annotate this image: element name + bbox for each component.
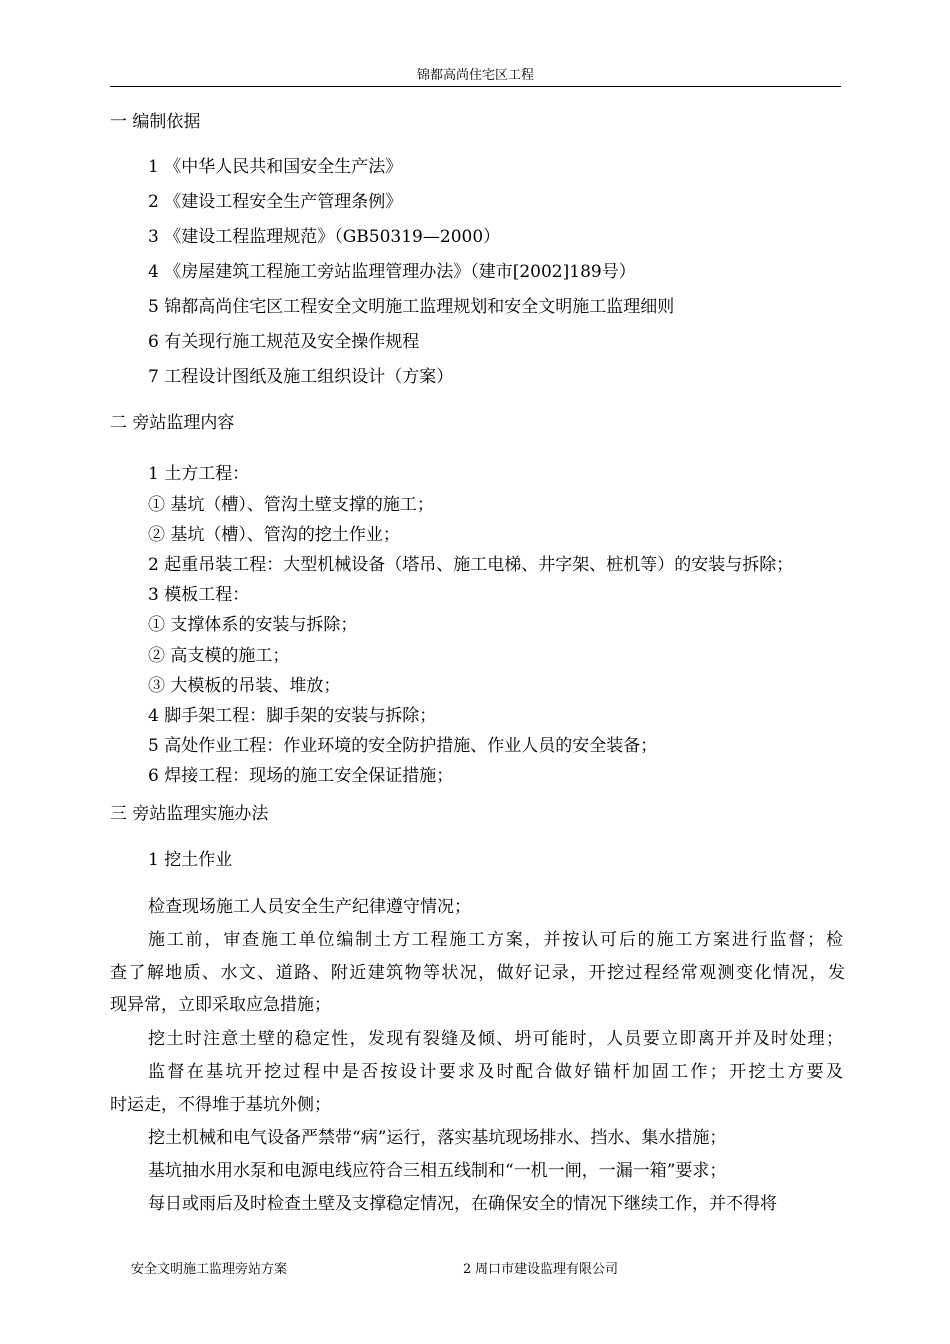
footer-document-title: 安全文明施工监理旁站方案 (131, 1262, 288, 1277)
paragraph-line: 时运走，不得堆于基坑外侧； (110, 1095, 331, 1115)
content-subitem: ② 高支模的施工； (148, 646, 290, 666)
subsection-heading: 1 挖土作业 (148, 850, 233, 870)
paragraph-line: 监督在基坑开挖过程中是否按设计要求及时配合做好锚杆加固工作；开挖土方要及 (148, 1062, 843, 1082)
paragraph-line: 现异常，立即采取应急措施； (110, 995, 331, 1015)
content-subitem: ② 基坑（槽）、管沟的挖土作业； (148, 525, 400, 545)
basis-item-2: 2 《建设工程安全生产管理条例》 (148, 192, 403, 212)
content-item: 6 焊接工程：现场的施工安全保证措施； (148, 766, 454, 786)
running-header: 锦都高尚住宅区工程 (416, 68, 534, 83)
paragraph-line: 挖土时注意土壁的稳定性，发现有裂缝及倾、坍可能时，人员要立即离开并及时处理； (148, 1029, 843, 1049)
paragraph-line: 挖土机械和电气设备严禁带“病”运行，落实基坑现场排水、挡水、集水措施； (148, 1128, 727, 1148)
basis-item-5: 5 锦都高尚住宅区工程安全文明施工监理规划和安全文明施工监理细则 (148, 297, 675, 317)
basis-item-3: 3 《建设工程监理规范》（GB50319—2000） (148, 227, 501, 247)
content-item: 4 脚手架工程：脚手架的安装与拆除； (148, 706, 437, 726)
footer-company: 周口市建设监理有限公司 (475, 1262, 619, 1277)
basis-item-4: 4 《房屋建筑工程施工旁站监理管理办法》（建市[2002]189号） (148, 262, 636, 282)
header-rule (110, 86, 841, 87)
section-heading-1: 一 编制依据 (110, 112, 201, 132)
paragraph-line: 查了解地质、水文、道路、附近建筑物等状况，做好记录，开挖过程经常观测变化情况，发 (110, 963, 845, 983)
content-item: 2 起重吊装工程：大型机械设备（塔吊、施工电梯、井字架、桩机等）的安装与拆除； (148, 555, 794, 575)
paragraph-line: 检查现场施工人员安全生产纪律遵守情况； (148, 897, 471, 917)
paragraph-line: 每日或雨后及时检查土壁及支撑稳定情况，在确保安全的情况下继续工作，并不得将 (148, 1194, 777, 1214)
section-heading-2: 二 旁站监理内容 (110, 413, 235, 433)
content-subitem: ① 支撑体系的安装与拆除； (148, 615, 358, 635)
basis-item-1: 1 《中华人民共和国安全生产法》 (148, 157, 403, 177)
content-subitem: ① 基坑（槽）、管沟土壁支撑的施工； (148, 495, 434, 515)
basis-item-6: 6 有关现行施工规范及安全操作规程 (148, 332, 420, 352)
content-subitem: ③ 大模板的吊装、堆放； (148, 676, 341, 696)
content-item: 3 模板工程： (148, 585, 250, 605)
basis-item-7: 7 工程设计图纸及施工组织设计（方案） (148, 367, 454, 387)
content-item: 5 高处作业工程：作业环境的安全防护措施、作业人员的安全装备； (148, 736, 658, 756)
content-item: 1 土方工程： (148, 464, 250, 484)
paragraph-line: 基坑抽水用水泵和电源电线应符合三相五线制和“一机一闸，一漏一箱”要求； (148, 1161, 727, 1181)
paragraph-line: 施工前，审查施工单位编制土方工程施工方案，并按认可后的施工方案进行监督；检 (148, 930, 843, 950)
section-heading-3: 三 旁站监理实施办法 (110, 804, 269, 824)
footer-page-number: 2 (463, 1262, 472, 1277)
